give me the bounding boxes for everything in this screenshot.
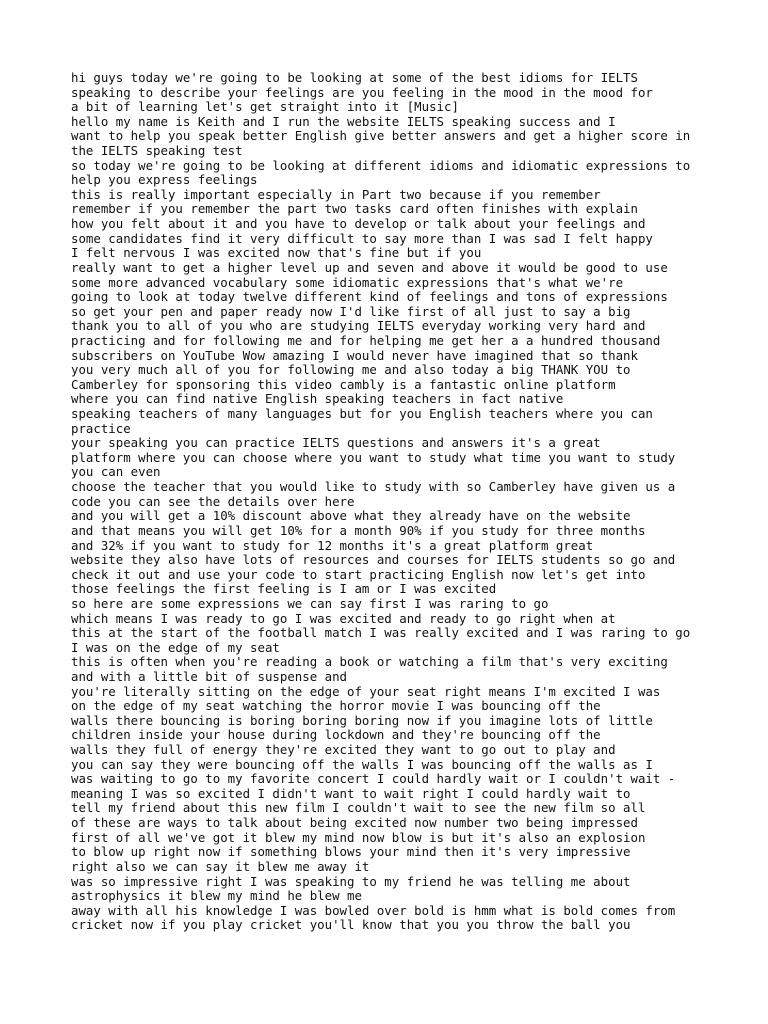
transcript-line: astrophysics it blew my mind he blew me (71, 888, 362, 904)
transcript-line: this at the start of the football match I was really excited and I was raring to go (71, 625, 691, 641)
transcript-line: where you can find native English speaking teachers in fact native (71, 391, 564, 407)
transcript-line: speaking to describe your feelings are you feeling in the mood in the mood for (71, 84, 653, 100)
transcript-line: and you will get a 10% discount above what they already have on the website (71, 508, 631, 524)
transcript-line: meaning I was so excited I didn't want to wait right I could hardly wait to (71, 785, 631, 801)
transcript-line: so today we're going to be looking at different idioms and idiomatic expressions to (71, 157, 691, 173)
transcript-line: some more advanced vocabulary some idiomatic expressions that's what we're (71, 274, 624, 290)
transcript-line: check it out and use your code to start practicing English now let's get into (71, 566, 646, 582)
transcript-line: was so impressive right I was speaking to my friend he was telling me about (71, 873, 631, 889)
transcript-line: going to look at today twelve different kind of feelings and tons of expressions (71, 289, 668, 305)
transcript-line: subscribers on YouTube Wow amazing I would never have imagined that so thank (71, 347, 638, 363)
transcript-line: you can even (71, 464, 161, 480)
transcript-line: Camberley for sponsoring this video cambly is a fantastic online platform (71, 376, 616, 392)
transcript-line: this is often when you're reading a book or watching a film that's very exciting (71, 654, 668, 670)
transcript-line: walls there bouncing is boring boring boring now if you imagine lots of little (71, 712, 653, 728)
transcript-line: right also we can say it blew me away it (71, 858, 370, 874)
transcript-line: code you can see the details over here (71, 493, 355, 509)
transcript-line: you're literally sitting on the edge of your seat right means I'm excited I was (71, 683, 661, 699)
transcript-line: your speaking you can practice IELTS questions and answers it's a great (71, 435, 601, 451)
transcript-line: first of all we've got it blew my mind now blow is but it's also an explosion (71, 829, 646, 845)
transcript-line: I was on the edge of my seat (71, 639, 280, 655)
transcript-line: and with a little bit of suspense and (71, 668, 348, 684)
transcript-line: of these are ways to talk about being excited now number two being impressed (71, 815, 638, 831)
transcript-line: you very much all of you for following me and also today a big THANK YOU to (71, 362, 631, 378)
transcript-line: website they also have lots of resources and courses for IELTS students so go and (71, 552, 676, 568)
transcript-line: want to help you speak better English give better answers and get a higher score in (71, 128, 691, 144)
transcript-line: so here are some expressions we can say first I was raring to go (71, 595, 549, 611)
transcript-line: thank you to all of you who are studying IELTS everyday working very hard and (71, 318, 646, 334)
transcript-text (71, 71, 711, 933)
transcript-line: platform where you can choose where you want to study what time you want to study (71, 449, 676, 465)
transcript-line: you can say they were bouncing off the walls I was bouncing off the walls as I (71, 756, 653, 772)
transcript-line: was waiting to go to my favorite concert I could hardly wait or I couldn't wait - (71, 771, 676, 787)
transcript-line: walls they full of energy they're excited they want to go out to play and (71, 742, 616, 758)
transcript-line: those feelings the first feeling is I am or I was excited (71, 581, 497, 597)
transcript-line: hello my name is Keith and I run the website IELTS speaking success and I (71, 113, 616, 129)
transcript-line: practicing and for following me and for helping me get her a a hundred thousand (71, 332, 661, 348)
transcript-line: help you express feelings (71, 172, 258, 188)
transcript-line: really want to get a higher level up and seven and above it would be good to use (71, 259, 668, 275)
transcript-line: speaking teachers of many languages but for you English teachers where you can (71, 406, 653, 422)
transcript-line: some candidates find it very difficult to say more than I was sad I felt happy (71, 230, 653, 246)
transcript-line: on the edge of my seat watching the horror movie I was bouncing off the (71, 698, 601, 714)
transcript-line: practice (71, 420, 131, 436)
transcript-line: a bit of learning let's get straight into it [Music] (71, 99, 459, 115)
transcript-line: so get your pen and paper ready now I'd like first of all just to say a big (71, 303, 631, 319)
transcript-line: how you felt about it and you have to develop or talk about your feelings and (71, 216, 646, 232)
transcript-line: remember if you remember the part two tasks card often finishes with explain (71, 201, 638, 217)
transcript-line: which means I was ready to go I was excited and ready to go right when at (71, 610, 616, 626)
transcript-line: the IELTS speaking test (71, 143, 243, 159)
transcript-line: I felt nervous I was excited now that's fine but if you (71, 245, 482, 261)
transcript-line: to blow up right now if something blows your mind then it's very impressive (71, 844, 631, 860)
transcript-line: and that means you will get 10% for a month 90% if you study for three months (71, 522, 646, 538)
transcript-line: tell my friend about this new film I couldn't wait to see the new film so all (71, 800, 646, 816)
transcript-line: cricket now if you play cricket you'll know that you you throw the ball you (71, 917, 631, 933)
transcript-line: and 32% if you want to study for 12 months it's a great platform great (71, 537, 594, 553)
transcript-line: choose the teacher that you would like to study with so Camberley have given us a (71, 479, 676, 495)
transcript-line: hi guys today we're going to be looking at some of the best idioms for IELTS (71, 70, 638, 85)
transcript-line: this is really important especially in Part two because if you remember (71, 186, 601, 202)
transcript-line: children inside your house during lockdown and they're bouncing off the (71, 727, 601, 743)
transcript-line: away with all his knowledge I was bowled over bold is hmm what is bold comes from (71, 902, 676, 918)
